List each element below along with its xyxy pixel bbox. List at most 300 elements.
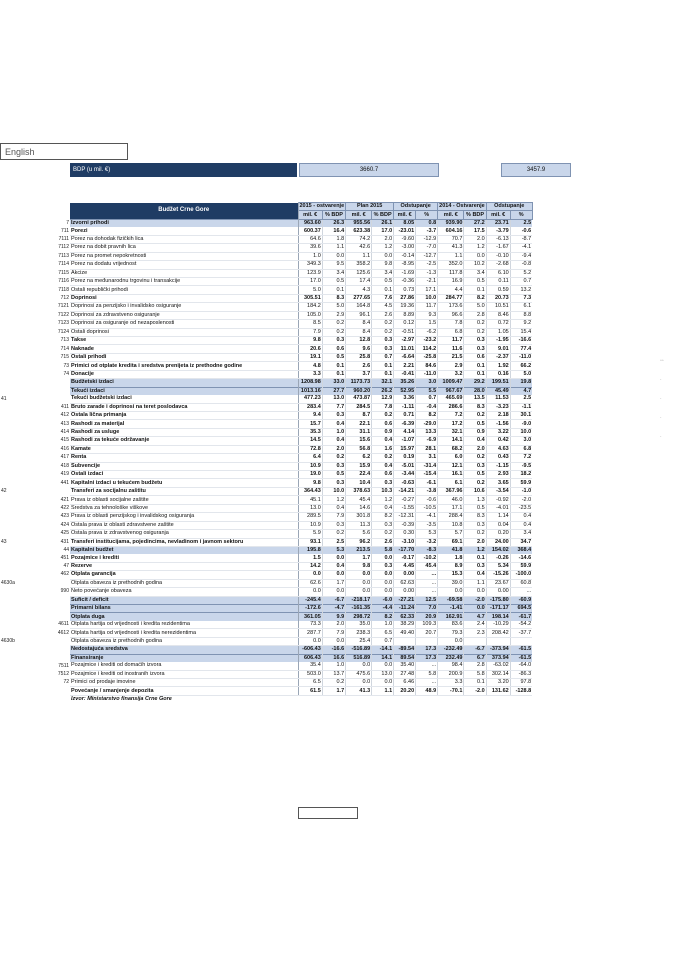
row-value: -10.5 <box>416 504 438 512</box>
row-code <box>42 379 70 387</box>
row-value: 30.1 <box>510 411 532 419</box>
row-code: 7114 <box>58 261 69 268</box>
row-value: 0.0 <box>372 579 394 587</box>
row-label: Ostali prihodi <box>70 353 298 361</box>
row-value: 0.73 <box>394 286 416 294</box>
header-blank <box>0 211 42 219</box>
row-value: -6.1 <box>416 479 438 487</box>
column-group-header: 2015 - ostvarenje <box>299 203 345 210</box>
row-value: -1.95 <box>486 337 510 345</box>
row-account-code <box>0 454 42 462</box>
row-value: 0.4 <box>464 571 486 579</box>
row-account-code <box>0 513 42 521</box>
row-label: Akcize <box>70 269 298 277</box>
row-value: 0.3 <box>322 479 345 487</box>
row-code: 7111 <box>58 235 69 242</box>
row-value: -3.10 <box>394 538 416 546</box>
row-value: 0.0 <box>372 571 394 579</box>
row-value: 1009.47 <box>438 379 464 387</box>
row-code: 413 <box>60 420 69 427</box>
row-value: 17.1 <box>438 504 464 512</box>
row-value: ... <box>416 588 438 596</box>
row-value: 68.2 <box>438 445 464 453</box>
row-value: 8.9 <box>438 562 464 570</box>
row-value: 939.90 <box>438 219 464 227</box>
row-value: 45.1 <box>298 496 322 504</box>
row-value: 0.0 <box>322 588 345 596</box>
row-value: -23.2 <box>416 337 438 345</box>
row-value: 0.2 <box>372 454 394 462</box>
row-value: 0.0 <box>322 554 345 562</box>
row-code: 412 <box>60 412 69 419</box>
table-row <box>0 479 532 487</box>
row-code: 7113 <box>58 252 69 259</box>
row-value: 3.3 <box>298 370 322 378</box>
row-value: -23.5 <box>510 504 532 512</box>
row-value: 0.0 <box>372 252 394 260</box>
row-value: -606.43 <box>298 646 322 654</box>
row-value: 8.05 <box>394 219 416 227</box>
row-value: 17.4 <box>346 277 372 285</box>
row-value: 7.9 <box>322 513 345 521</box>
row-value: 83.6 <box>438 621 464 629</box>
row-value: 9.2 <box>510 320 532 328</box>
row-value: 12.8 <box>346 337 372 345</box>
row-value: -11.0 <box>510 353 532 361</box>
row-value: 0.3 <box>372 345 394 353</box>
row-value: ... <box>510 588 532 596</box>
row-value: 10.51 <box>486 303 510 311</box>
row-value: 0.43 <box>486 454 510 462</box>
row-value: 9.5 <box>322 261 345 269</box>
row-value: 4.7 <box>464 613 486 621</box>
row-code <box>42 605 70 613</box>
row-value: 1.7 <box>322 687 345 695</box>
row-value: -0.63 <box>394 479 416 487</box>
row-value: 61.5 <box>298 687 322 695</box>
row-value: 1.3 <box>464 496 486 504</box>
row-label: Porez na promet nepokretnosti <box>70 252 298 260</box>
row-account-code <box>0 420 42 428</box>
row-value: 24.00 <box>486 538 510 546</box>
row-value: 8.8 <box>510 311 532 319</box>
row-value: 6.10 <box>486 269 510 277</box>
row-code <box>42 646 70 654</box>
row-value: 0.0 <box>298 637 322 645</box>
row-value: -27.21 <box>394 596 416 604</box>
row-label: Otplata hartija od vrijednosti i kredita rezidentima <box>70 621 298 629</box>
row-value: 600.37 <box>298 227 322 235</box>
row-value: 8.4 <box>346 320 372 328</box>
row-value: 8.2 <box>372 513 394 521</box>
row-value: 19.0 <box>298 471 322 479</box>
row-value: 3.20 <box>486 678 510 686</box>
row-value: -16.6 <box>510 337 532 345</box>
table-title: Budžet Crne Gore <box>70 203 298 220</box>
table-row <box>0 571 532 579</box>
row-value: 1.0 <box>298 252 322 260</box>
row-value: 27.2 <box>464 219 486 227</box>
row-value: 198.14 <box>486 613 510 621</box>
row-value: 74.2 <box>346 235 372 243</box>
row-value: -0.39 <box>394 521 416 529</box>
row-value: 298.72 <box>346 613 372 621</box>
row-code: 7123 <box>57 320 69 327</box>
row-value: 9.8 <box>298 337 322 345</box>
row-label: Porez na dobit pravnih lica <box>70 244 298 252</box>
row-value: 0.0 <box>298 588 322 596</box>
row-value: 26.3 <box>322 219 345 227</box>
row-value: 17.0 <box>372 227 394 235</box>
row-value: 284.5 <box>346 403 372 411</box>
row-value: 0.0 <box>372 588 394 596</box>
row-value: -7.0 <box>416 244 438 252</box>
row-account-code <box>0 629 42 637</box>
row-value: 14.1 <box>372 654 394 662</box>
row-value: 0.5 <box>464 504 486 512</box>
row-value: 0.3 <box>322 462 345 470</box>
row-value: 361.05 <box>298 613 322 621</box>
row-value: 7.2 <box>438 411 464 419</box>
row-value: 17.5 <box>464 227 486 235</box>
row-code: 711 <box>61 227 69 234</box>
row-value: 9.8 <box>298 479 322 487</box>
row-account-code <box>0 379 42 387</box>
row-value: 96.6 <box>438 311 464 319</box>
row-value: 12.1 <box>438 462 464 470</box>
row-value: 2.5 <box>510 395 532 403</box>
row-account-code <box>0 562 42 570</box>
table-row <box>0 437 532 445</box>
row-value: 305.51 <box>298 294 322 302</box>
row-value: -218.17 <box>346 596 372 604</box>
row-label: Ostala lična primanja <box>70 411 298 419</box>
row-value: 0.0 <box>322 571 345 579</box>
row-value: 184.2 <box>298 303 322 311</box>
row-value: 0.1 <box>372 286 394 294</box>
row-account-code <box>0 471 42 479</box>
row-value: 0.00 <box>486 588 510 596</box>
row-value: 1.8 <box>438 554 464 562</box>
row-value: 4.63 <box>486 445 510 453</box>
row-value: 2.5 <box>510 219 532 227</box>
row-value: 286.6 <box>438 403 464 411</box>
row-value: 3.4 <box>464 269 486 277</box>
row-value: 5.0 <box>510 370 532 378</box>
row-value: 8.3 <box>322 294 345 302</box>
row-value: 60.8 <box>510 579 532 587</box>
row-value: 0.1 <box>322 362 345 370</box>
row-value: 96.2 <box>346 538 372 546</box>
row-value: -0.51 <box>394 328 416 336</box>
row-value: 2.9 <box>438 362 464 370</box>
row-value: 0.12 <box>394 320 416 328</box>
row-value: 8.7 <box>346 411 372 419</box>
row-value: 5.3 <box>322 546 345 554</box>
row-value: -15.26 <box>486 571 510 579</box>
row-value: 6.8 <box>438 328 464 336</box>
row-value: 9.8 <box>372 261 394 269</box>
row-value: 20.6 <box>298 345 322 353</box>
row-label: Otplata garancija <box>70 571 298 579</box>
row-value: -2.1 <box>416 277 438 285</box>
row-value: 7.7 <box>322 403 345 411</box>
row-value: 45.49 <box>486 387 510 395</box>
row-value: -86.3 <box>510 670 532 678</box>
row-value: 98.4 <box>438 662 464 670</box>
row-value: -3.5 <box>416 521 438 529</box>
row-value: 0.0 <box>438 588 464 596</box>
row-value: 70.7 <box>438 235 464 243</box>
row-label: Transferi institucijama, pojedincima, nevladinom i javnom sektoru <box>70 538 298 546</box>
row-value: 6.5 <box>298 678 322 686</box>
row-value: -0.17 <box>394 554 416 562</box>
row-value: 967.67 <box>438 387 464 395</box>
row-value: 2.0 <box>464 538 486 546</box>
row-code: 7122 <box>57 311 69 318</box>
table-row <box>0 420 532 428</box>
row-code: 431 <box>60 538 69 545</box>
row-value: 105.0 <box>298 311 322 319</box>
row-value: -6.39 <box>394 420 416 428</box>
row-value: 955.56 <box>346 219 372 227</box>
row-value: 1.92 <box>486 362 510 370</box>
row-account-code <box>0 662 42 670</box>
row-value: 2.0 <box>372 235 394 243</box>
row-value: 52.95 <box>394 387 416 395</box>
row-value: 4.4 <box>438 286 464 294</box>
row-code: 7118 <box>58 286 69 293</box>
row-value: -0.8 <box>510 261 532 269</box>
row-value: 35.0 <box>346 621 372 629</box>
row-value: -175.80 <box>486 596 510 604</box>
row-value: 1208.98 <box>298 379 322 387</box>
row-value: 0.3 <box>372 521 394 529</box>
row-value: 18.2 <box>510 471 532 479</box>
row-value: ... <box>416 678 438 686</box>
row-label: Otplata obaveza iz prethodnih godina <box>70 579 298 587</box>
row-value: 0.19 <box>394 454 416 462</box>
row-value: 8.3 <box>464 403 486 411</box>
row-account-code <box>0 403 42 411</box>
table-row <box>0 546 532 554</box>
row-value: 8.4 <box>346 328 372 336</box>
row-value: 473.87 <box>346 395 372 403</box>
row-value: 960.20 <box>346 387 372 395</box>
row-value: -4.7 <box>322 605 345 613</box>
row-value: -12.31 <box>394 513 416 521</box>
row-value: 5.0 <box>322 303 345 311</box>
row-value: 0.2 <box>464 454 486 462</box>
row-value: 199.51 <box>486 379 510 387</box>
row-value: 9.9 <box>322 613 345 621</box>
row-label: Ostali izdaci <box>70 471 298 479</box>
row-value: 2.8 <box>464 662 486 670</box>
row-label: Rashodi za tekuće održavanje <box>70 437 298 445</box>
row-value: -373.94 <box>486 646 510 654</box>
row-value: -1.1 <box>510 403 532 411</box>
row-value: 16.1 <box>438 471 464 479</box>
row-value: 0.11 <box>486 277 510 285</box>
row-label: Porez na međunarodnu trgovinu i transakcije <box>70 277 298 285</box>
row-value: -8.7 <box>510 235 532 243</box>
row-account-code <box>0 621 42 629</box>
row-value: 0.72 <box>486 320 510 328</box>
row-code: 4612 <box>57 629 69 636</box>
row-value: 3.4 <box>322 269 345 277</box>
row-value: 34.7 <box>510 538 532 546</box>
row-value: -1.56 <box>486 420 510 428</box>
row-value: ... <box>416 579 438 587</box>
row-account-code <box>0 303 42 311</box>
source-row <box>0 695 532 703</box>
table-row <box>0 411 532 419</box>
row-value: -1.0 <box>510 487 532 495</box>
row-value: 10.6 <box>464 487 486 495</box>
blank-cell <box>0 695 42 703</box>
row-label: Bruto zarade i doprinosi na teret poslodavca <box>70 403 298 411</box>
row-value: -10.2 <box>416 554 438 562</box>
row-value: 5.7 <box>438 530 464 538</box>
row-value: 41.8 <box>438 546 464 554</box>
row-label: Pozajmice i krediti <box>70 554 298 562</box>
table-row <box>0 579 532 587</box>
row-value: 13.0 <box>298 504 322 512</box>
row-value: -0.36 <box>394 277 416 285</box>
row-value: 45.4 <box>416 562 438 570</box>
row-value: 0.0 <box>322 637 345 645</box>
row-value: -2.5 <box>416 261 438 269</box>
row-value: 232.49 <box>438 654 464 662</box>
row-value: 0.1 <box>464 362 486 370</box>
row-value: 125.6 <box>346 269 372 277</box>
row-value: -14.21 <box>394 487 416 495</box>
row-value: 0.0 <box>346 678 372 686</box>
table-row <box>0 252 532 260</box>
language-selector[interactable]: English <box>0 143 128 160</box>
row-label: Primarni bilans <box>70 605 298 613</box>
row-code: 715 <box>60 354 69 361</box>
row-value: -60.9 <box>510 596 532 604</box>
row-value: 10.2 <box>464 261 486 269</box>
row-value: 17.3 <box>416 646 438 654</box>
row-value: 32.1 <box>438 428 464 436</box>
row-value: 13.0 <box>372 670 394 678</box>
row-code: 74 <box>63 370 69 377</box>
table-row <box>0 530 532 538</box>
row-label: Otplata hartija od vrijednosti i kredita nerezidentima <box>70 629 298 637</box>
row-value: -10.29 <box>486 621 510 629</box>
row-value: 1.1 <box>346 252 372 260</box>
table-row <box>0 353 532 361</box>
row-value: 963.60 <box>298 219 322 227</box>
row-code: 7124 <box>57 328 69 335</box>
row-code: 411 <box>61 403 69 410</box>
row-value: 41.3 <box>346 687 372 695</box>
row-value: -37.7 <box>510 629 532 637</box>
row-value: 164.8 <box>346 303 372 311</box>
row-value: -61.5 <box>510 654 532 662</box>
row-value: 301.8 <box>346 513 372 521</box>
row-label: Rashodi za materijal <box>70 420 298 428</box>
row-label: Porezi <box>70 227 298 235</box>
row-code: 44 <box>63 546 69 553</box>
row-value: 10.0 <box>416 294 438 302</box>
row-account-code: 4630a <box>1 579 15 586</box>
row-account-code <box>0 571 42 579</box>
row-value: 20.20 <box>394 687 416 695</box>
row-value: 23.71 <box>486 219 510 227</box>
row-value: 14.6 <box>346 504 372 512</box>
row-value: 9.6 <box>346 345 372 353</box>
row-value: 22.1 <box>346 420 372 428</box>
row-code: 73 <box>63 362 69 369</box>
row-value: 3.65 <box>486 479 510 487</box>
row-value: 7.0 <box>416 605 438 613</box>
table-row <box>0 320 532 328</box>
row-value: 69.1 <box>438 538 464 546</box>
row-value: 89.54 <box>394 654 416 662</box>
row-label: Doprinosi <box>70 294 298 302</box>
column-unit-header: % BDP <box>464 211 486 219</box>
row-label: Ostali republički prihodi <box>70 286 298 294</box>
row-value: 21.5 <box>438 353 464 361</box>
column-unit-header: mil. € <box>438 211 464 219</box>
row-value: 2.0 <box>322 621 345 629</box>
row-value: 66.2 <box>510 362 532 370</box>
row-value: 13.2 <box>510 286 532 294</box>
row-value: 1.8 <box>322 235 345 243</box>
row-value: -4.4 <box>372 605 394 613</box>
row-value: 368.4 <box>510 546 532 554</box>
row-value: 11.6 <box>438 345 464 353</box>
row-label: Tekući budžetski izdaci <box>70 395 298 403</box>
row-value: 114.2 <box>416 345 438 353</box>
row-value: 10.9 <box>298 521 322 529</box>
row-value: 2.0 <box>464 235 486 243</box>
row-account-code <box>0 496 42 504</box>
row-value: -16.6 <box>322 646 345 654</box>
row-code <box>42 395 70 403</box>
row-value: 0.3 <box>464 337 486 345</box>
row-value: 19.8 <box>510 379 532 387</box>
row-value: 2.0 <box>464 445 486 453</box>
row-account-code <box>0 227 42 235</box>
table-row <box>0 538 532 546</box>
row-code: 7116 <box>58 278 69 285</box>
row-value: 11.3 <box>346 521 372 529</box>
row-value: 93.1 <box>298 538 322 546</box>
row-value: -128.8 <box>510 687 532 695</box>
row-code <box>42 579 70 587</box>
row-value: 0.6 <box>464 353 486 361</box>
row-value: 29.2 <box>464 379 486 387</box>
row-value: 0.00 <box>394 588 416 596</box>
row-label: Doprinosi za osiguranje od nezaposlenosti <box>70 320 298 328</box>
row-value: 8.46 <box>486 311 510 319</box>
column-group-header: Plan 2015 <box>346 203 394 211</box>
row-value: 96.1 <box>346 311 372 319</box>
header-blank <box>42 211 70 219</box>
row-value: -17.70 <box>394 546 416 554</box>
row-value: 0.0 <box>346 571 372 579</box>
row-account-code <box>0 269 42 277</box>
row-label: Kamate <box>70 445 298 453</box>
table-row <box>0 337 532 345</box>
row-account-code <box>0 530 42 538</box>
row-value: -1.69 <box>394 269 416 277</box>
row-value: 19.1 <box>298 353 322 361</box>
